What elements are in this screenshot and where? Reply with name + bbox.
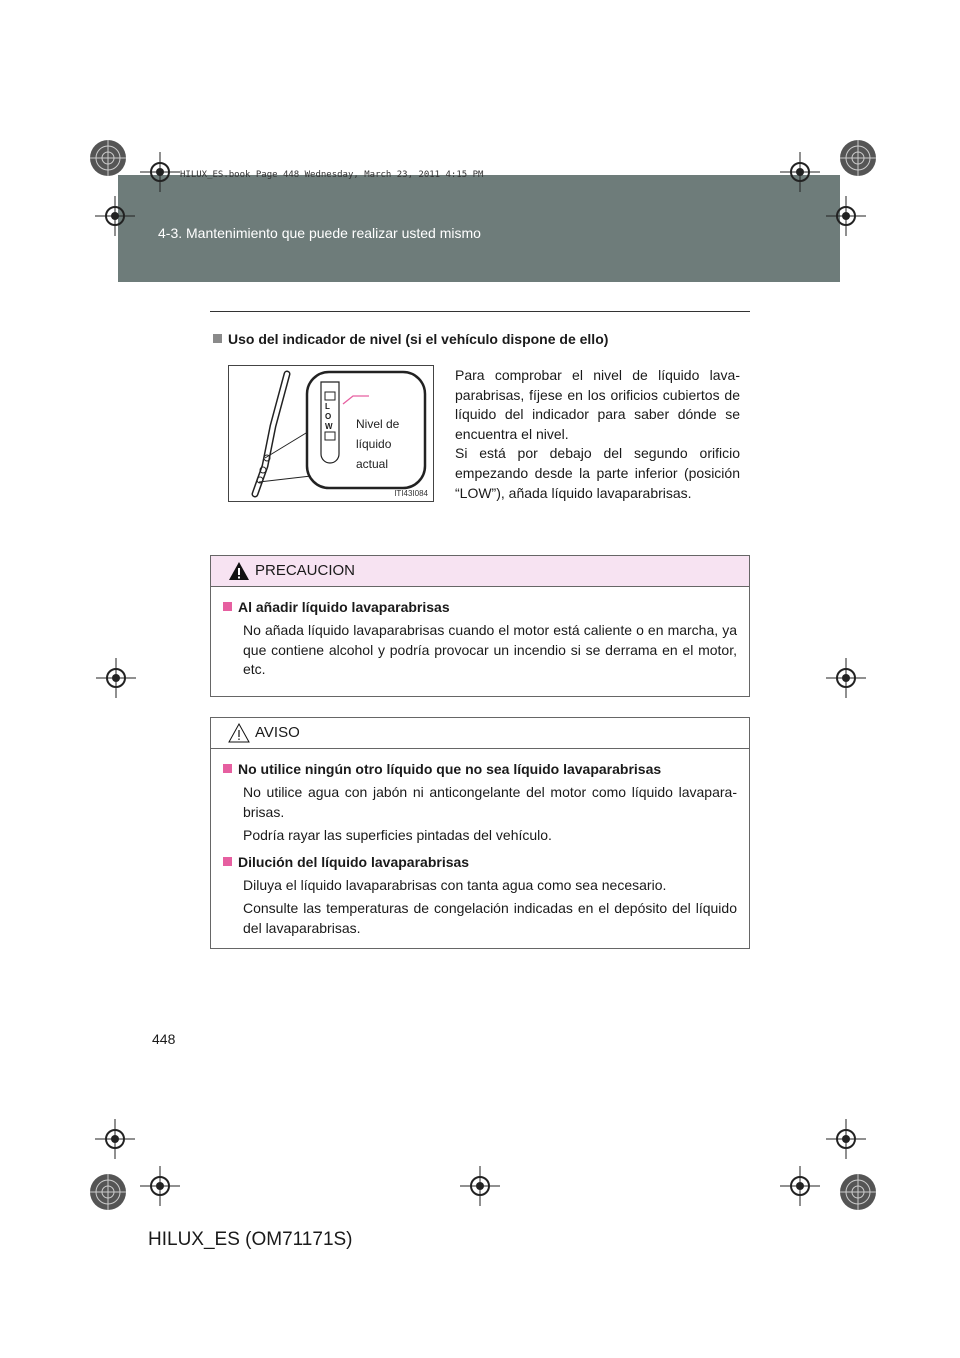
subsection-title: Uso del indicador de nivel (si el vehículo dispone de ello) <box>228 331 609 347</box>
bullet-square-icon <box>213 334 222 343</box>
crosshair-mark-icon <box>780 1166 820 1206</box>
level-gauge-drawing <box>229 366 433 501</box>
gauge-letter: L <box>325 402 330 411</box>
notice-item-text: Podría rayar las superficies pintadas del vehículo. <box>243 827 552 844</box>
notice-header <box>211 718 749 749</box>
crop-mark-rosette-icon <box>838 1172 878 1212</box>
crosshair-mark-icon <box>460 1166 500 1206</box>
figure-code: ITI43I084 <box>394 489 428 498</box>
caution-title: PRECAUCION <box>255 562 356 579</box>
notice-item-title-text: Dilución del líquido lavaparabrisas <box>238 853 470 870</box>
notice-item-title <box>223 761 737 777</box>
figure-label-line: líquido <box>356 437 392 451</box>
notice-item-text: Consulte las temperaturas de congelación indicadas en el depósito del líquido del lavaparabrisas. <box>243 900 737 936</box>
notice-box <box>210 717 750 949</box>
page-number: 448 <box>152 1031 176 1047</box>
bullet-square-icon <box>223 857 232 866</box>
bullet-square-icon <box>223 764 232 773</box>
crosshair-mark-icon <box>96 658 136 698</box>
warning-triangle-icon <box>228 561 250 581</box>
crosshair-mark-icon <box>826 196 866 236</box>
crop-mark-rosette-icon <box>838 138 878 178</box>
header-band <box>118 175 840 282</box>
crosshair-mark-icon <box>95 196 135 236</box>
notice-item-title-text: No utilice ningún otro líquido que no sea líquido lavaparabrisas <box>238 761 662 777</box>
crosshair-mark-icon <box>780 152 820 192</box>
gauge-letters <box>325 402 333 432</box>
crosshair-mark-icon <box>140 152 180 192</box>
bullet-square-icon <box>223 602 232 611</box>
crosshair-mark-icon <box>140 1166 180 1206</box>
subsection-heading <box>213 331 608 347</box>
body-paragraph: Para comprobar el nivel de líquido lavaparabrisas, fíjese en los orificios cubiertos de líquido del indicador para saber dónde se encuentra el nivel. <box>455 367 740 442</box>
notice-item-title <box>223 854 737 870</box>
book-meta-text: HILUX_ES.book Page 448 Wednesday, March 23, 2011 4:15 PM <box>180 170 484 180</box>
body-paragraph: Si está por debajo del segundo orificio empezando desde la parte inferior (posición “LOW”), añada líquido lavaparabrisas. <box>455 445 740 501</box>
figure-label <box>356 414 399 474</box>
section-title: 4-3. Mantenimiento que puede realizar usted mismo <box>158 225 481 241</box>
caution-item-title <box>223 599 737 615</box>
crosshair-mark-icon <box>826 1119 866 1159</box>
level-gauge-figure <box>228 365 434 502</box>
gauge-letter: O <box>325 412 332 421</box>
notice-item-text: Diluya el líquido lavaparabrisas con tanta agua como sea necesario. <box>243 876 667 893</box>
notice-body <box>211 749 749 953</box>
caution-body <box>211 587 749 694</box>
top-rule <box>210 311 750 312</box>
crop-mark-rosette-icon <box>88 138 128 178</box>
figure-label-line: Nivel de <box>356 417 400 431</box>
footer-model-code: HILUX_ES (OM71171S) <box>148 1229 353 1250</box>
caution-item-text: No añada líquido lavaparabrisas cuando el motor está caliente o en marcha, ya que contiene alcohol y podría provocar un incendio si se derrama en el motor, etc. <box>243 622 737 678</box>
crosshair-mark-icon <box>95 1119 135 1159</box>
crosshair-mark-icon <box>826 658 866 698</box>
crop-mark-rosette-icon <box>88 1172 128 1212</box>
body-text <box>455 366 740 503</box>
caution-box <box>210 555 750 697</box>
caution-header <box>211 556 749 587</box>
gauge-letter: W <box>325 422 333 431</box>
figure-label-line: actual <box>356 457 389 471</box>
caution-item-title-text: Al añadir líquido lavaparabrisas <box>238 599 450 615</box>
notice-title: AVISO <box>255 724 300 741</box>
notice-item-text: No utilice agua con jabón ni anticongelante del motor como líquido lavaparabrisas. <box>243 784 737 820</box>
notice-triangle-icon <box>228 723 250 743</box>
